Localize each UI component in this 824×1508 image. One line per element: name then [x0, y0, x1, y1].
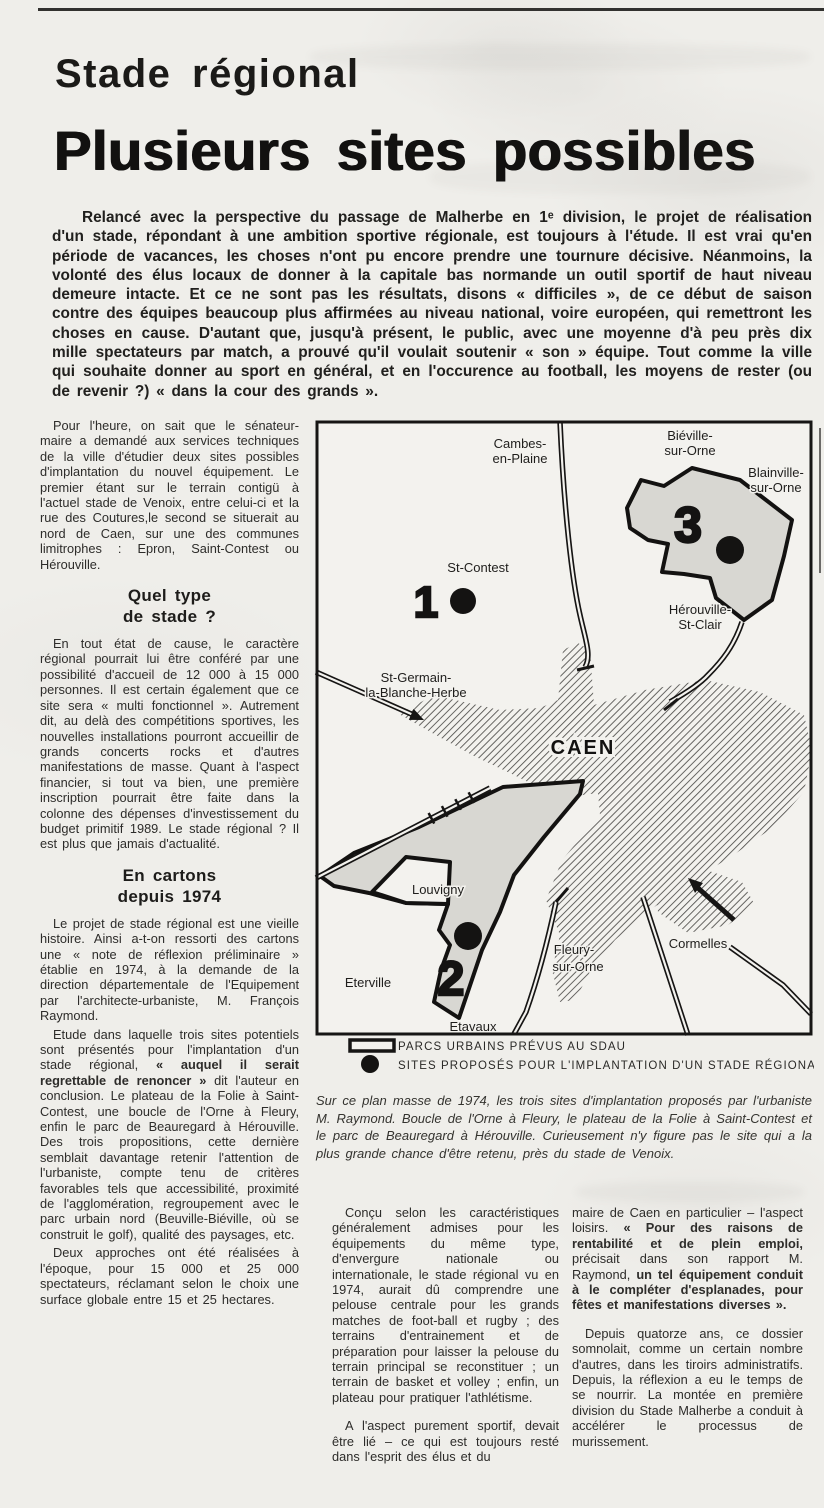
bold-quote: « auquel il serait regrettable de renoncer » [40, 1057, 299, 1088]
bold-quote: « Pour des raisons de rentabilité et de plein emploi, [572, 1220, 803, 1251]
site1-dot [450, 588, 476, 614]
svg-text:sur-Orne: sur-Orne [552, 959, 604, 974]
page-title: Plusieurs sites possibles [54, 119, 756, 182]
legend-sites-dot [361, 1055, 379, 1073]
top-rule [38, 8, 824, 11]
label-bieville: Biéville- [667, 428, 713, 443]
site1-number: 1 [413, 578, 439, 627]
legend-parks-swatch [350, 1040, 394, 1051]
label-blainville: Blainville- [748, 465, 804, 480]
label-louvigny: Louvigny [411, 882, 465, 897]
svg-text:la-Blanche-Herbe: la-Blanche-Herbe [365, 685, 467, 700]
site3-number: 3 [674, 497, 702, 553]
label-eterville: Eterville [344, 975, 392, 990]
svg-text:St-Clair: St-Clair [678, 617, 722, 632]
map-plan-masse [314, 420, 814, 1080]
paragraph: Deux approches ont été réalisées à l'époque, pour 15 000 et 25 000 spectateurs, réclamant selon le choix une surface globale entre 15 et 25 hectares. [40, 1245, 299, 1307]
paragraph: Le projet de stade régional est une vieille histoire. Ainsi a-t-on ressorti des cartons une « note de réflexion préliminaire » établie en 1974, à la demande de la direction départementale de l'Equipement par l'architecte-urbaniste, M. François Raymond. [40, 915, 299, 1024]
right-column-rule [819, 428, 821, 573]
label-st-germain: St-Germain- [380, 670, 452, 685]
paragraph: A l'aspect purement sportif, devait être lié – ce qui est toujours resté dans l'esprit des élus et du [332, 1418, 559, 1465]
paragraph: En tout état de cause, le caractère régional pourrait lui être conféré par une possibilité d'accueil de 12 000 à 15 000 personnes. Il est certain également que ce site sera « multi fonctionnel ». Autrement dit, au delà des compétitions sportives, les nouvelles installations pourront accueillir de grands concerts rocks et d'autres manifestations de masse. Quant à l'aspect financier, si tout va bien, une première inscription pourrait être faite dans la colonne des dépenses d'investissement du budget primitif 1989. Le stade régional ? Il est plus que jamais d'actualité. [40, 636, 299, 852]
legend-parks-label: PARCS URBAINS PRÉVUS AU SDAU [398, 1041, 627, 1053]
column-right [572, 1205, 803, 1452]
paragraph: Pour l'heure, on sait que le sénateur-maire a demandé aux services techniques de la ville d'étudier deux sites possibles d'implantation du nouvel équipement. Le premier étant sur le terrain contigü à l'actuel stade de Venoix, entre celui-ci et la rue des Coutures,le second se situerait au nord de Caen, sur une des communes limitrophes : Epron, Saint-Contest ou Hérouville. [40, 418, 299, 572]
scan-smudge [576, 1182, 804, 1202]
label-cambes: Cambes- [493, 436, 547, 451]
site2-dot [454, 922, 482, 950]
label-caen: CAEN [550, 737, 616, 759]
column-middle [332, 1205, 559, 1468]
site2-number: 2 [437, 953, 465, 1006]
map-svg [314, 420, 814, 1080]
column-left [40, 418, 299, 1310]
section-heading-type-de-stade: Quel type de stade ? [122, 586, 217, 627]
lead-paragraph: Relancé avec la perspective du passage de Malherbe en 1ᵉ division, le projet de réalisation d'un stade, répondant à une ambition sportive régionale, est toujours à l'étude. Il est vrai qu'en période de vacances, les choses n'ont pu encore prendre une tournure décisive. Néanmoins, la volonté des élus locaux de donner à la capitale bas normande un outil sportif de haut niveau demeure intacte. Et ce ne sont pas les résultats, disons « difficiles », de ce début de saison contre des équipes beaucoup plus affirmées au niveau national, voire européen, qui remettront les choses en cause. D'autant que, jusqu'à présent, le public, avec une moyenne d'à peu près dix mille spectateurs par match, a prouvé qu'il voulait soutenir « son » équipe. Tout comme la ville qui souhaite donner au sport en général, et en l'occurence au football, les moyens de rester (ou de revenir ?) « dans la cour des grands ». [52, 209, 812, 400]
kicker-title: Stade régional [55, 52, 360, 96]
label-fleury: Fleury- [553, 942, 595, 957]
paragraph: Conçu selon les caractéristiques généralement admises pour les équipements du même type, d'envergure nationale ou internationale, le stade régional vu en 1974, aurait dû comprendre une pelouse centrale pour les grands matches de foot-ball et rugby ; des terrains d'entrainement et de préparation pour laisser la pelouse du terrain principal se reconstituer ; un terrain de basket et volley ; enfin, un plateau pour pratiquer l'athlétisme. [332, 1205, 559, 1405]
svg-text:sur-Orne: sur-Orne [750, 480, 802, 495]
paragraph: maire de Caen en particulier – l'aspect loisirs. « Pour des raisons de rentabilité et de plein emploi, précisait dans son rapport M. Raymond, un tel équipement conduit à le compléter d'esplanades, pour fêtes et manifestations diverses ». [572, 1205, 803, 1313]
paragraph: Etude dans laquelle trois sites potentiels sont présentés pour l'implantation d'un stade régional, « auquel il serait regrettable de renoncer » dit l'auteur en conclusion. Le plateau de la Folie à Saint-Contest, une boucle de l'Orne à Fleury, enfin le parc de Beauregard à Hérouville. Des trois propositions, cette dernière semblait davantage retenir l'attention de l'urbaniste, compte tenu de critères favorables tels que accessibilité, proximité de l'agglomération, regroupement avec le parc urbain nord (Beuville-Biéville, où se construit le golf), qualité des paysages, etc. [40, 1026, 299, 1242]
site3-dot [716, 536, 744, 564]
label-etavaux: Etavaux [449, 1019, 497, 1034]
label-cormelles: Cormelles [668, 936, 728, 951]
paragraph: Depuis quatorze ans, ce dossier somnolait, comme un certain nombre d'autres, dans les tiroirs administratifs. Depuis, la réflexion a eu le temps de se nourrir. La montée en première division du Stade Malherbe a conduit à accélérer le processus de murissement. [572, 1325, 803, 1449]
label-herouville: Hérouville- [668, 602, 732, 617]
label-st-contest: St-Contest [447, 560, 509, 575]
svg-text:en-Plaine: en-Plaine [492, 451, 548, 466]
svg-text:sur-Orne: sur-Orne [664, 443, 716, 458]
map-legend [350, 1040, 814, 1073]
bold-quote: un tel équipement conduit à le compléter d'esplanades, pour fêtes et manifestations diverses ». [572, 1266, 803, 1313]
section-heading-en-cartons: En cartons depuis 1974 [117, 865, 222, 906]
map-caption: Sur ce plan masse de 1974, les trois sites d'implantation proposés par l'urbaniste M. Raymond. Boucle de l'Orne à Fleury, le plateau de la Folie à Saint-Contest et le parc de Beauregard à Hérouville. Curieusement n'y figure pas le site qui a la plus grande chance d'être retenu, près du stade de Venoix. [316, 1093, 812, 1161]
legend-sites-label: SITES PROPOSÉS POUR L'IMPLANTATION D'UN STADE RÉGIONAL [398, 1060, 814, 1072]
